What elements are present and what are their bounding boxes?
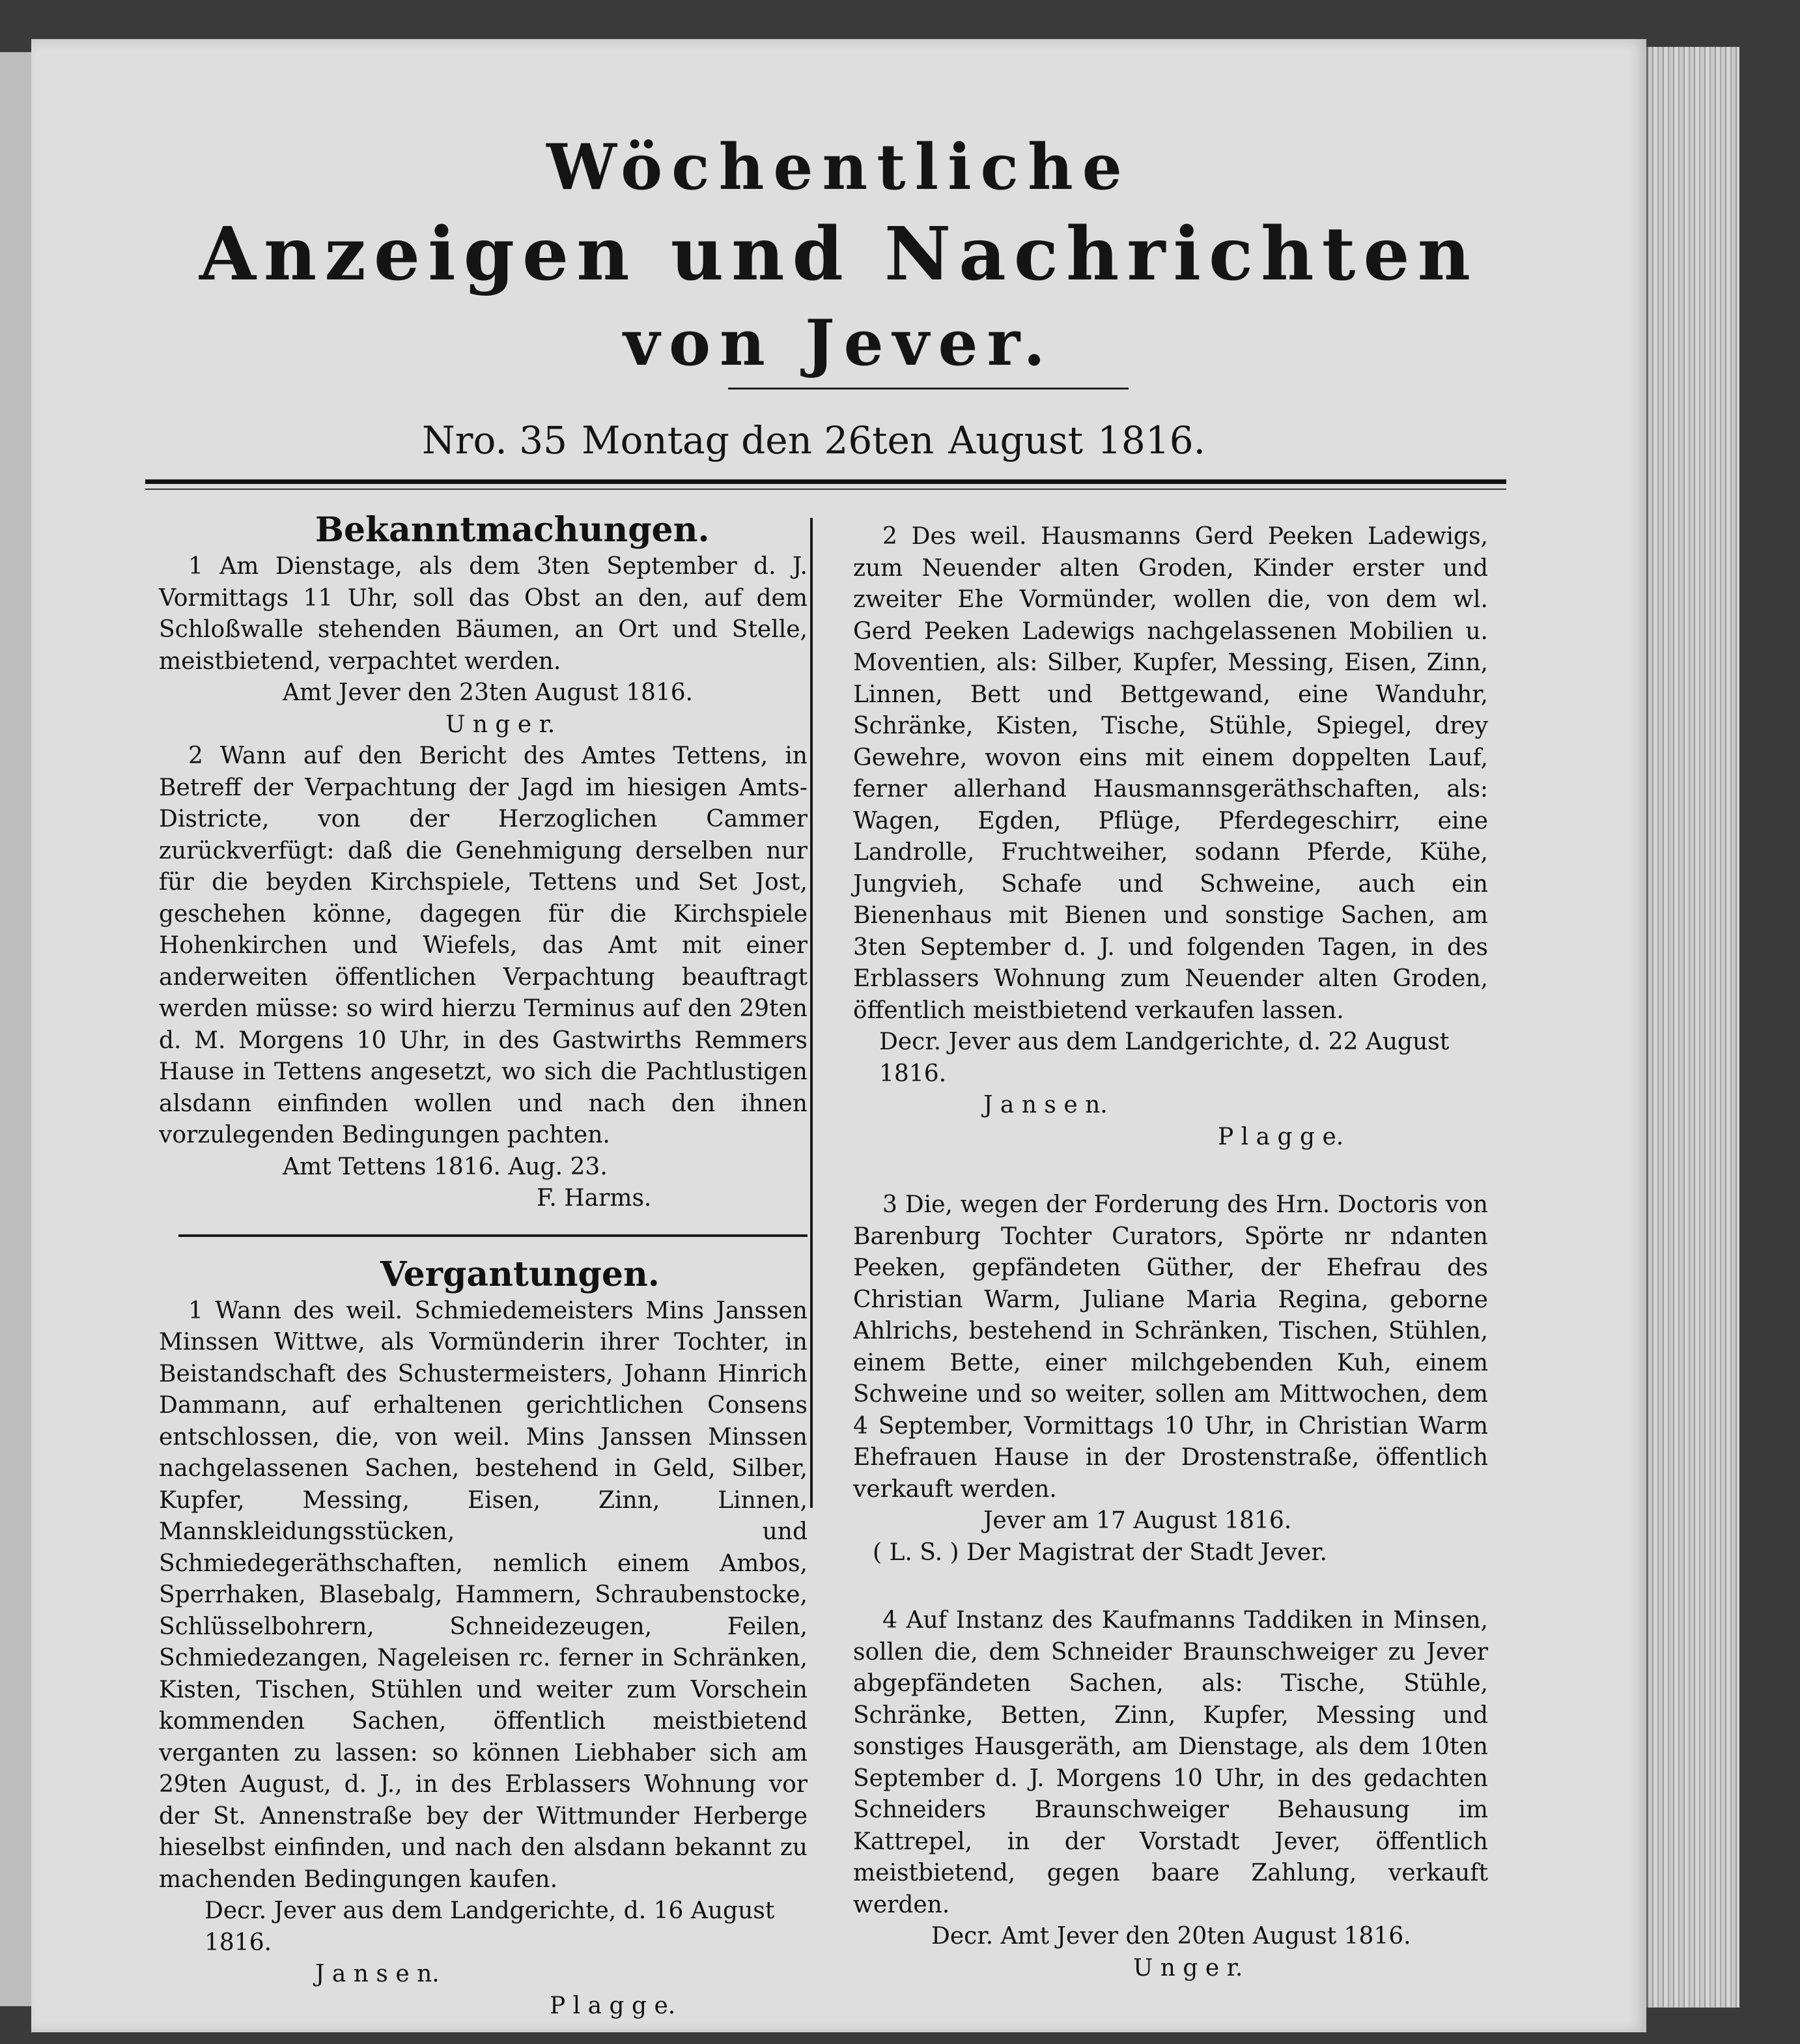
auction-1-text: 1 Wann des weil. Schmiedemeisters Mins Janssen Minssen Wittwe, als Vormünderin ihrer Tochter, in Beistandschaft des Schustermeisters, Johann Hinrich Dammann, auf erhaltenen gerichtlichen Consens entschlossen, die, von weil. Mins Janssen Minssen nachgelassenen Sachen, bestehend in Geld, Silber, Kupfer, Messing, Eisen, Zinn, Linnen, Mannskleidungsstücken, und Schmiedegeräthschaften, nemlich einem Ambos, Sperrhaken, Blasebalg, Hammern, Schraubenstocke, Schlüsselbohrern, Schneidezeugen, Feilen, Schmiedezangen, Nageleisen rc. ferner in Schränken, Kisten, Tischen, Stühlen und weiter zum Vorschein kommenden Sachen, öffentlich meistbietend verganten zu lassen: so können Liebhaber sich am 29ten August, d. J., in des Erblassers Wohnung vor der St. Annenstraße bey der Wittmunder Herberge hieselbst einfinden, und nach den alsdann bekannt zu machenden Bedingungen kaufen.	[159, 1297, 808, 1893]
issue-day: Montag den 26ten	[582, 418, 935, 462]
auction-1-signature-plagge: P l a g g e.	[550, 1992, 676, 2019]
masthead-line-1: Wöchentliche	[546, 130, 1131, 204]
section-rule	[178, 1234, 808, 1237]
auction-2-place: Decr. Jever aus dem Landgerichte, d. 22 August 1816.	[879, 1029, 1450, 1087]
masthead-rule	[728, 388, 1129, 390]
notice-1-signature: U n g e r.	[445, 711, 555, 738]
auction-2-signature-jansen: J a n s e n.	[983, 1092, 1108, 1118]
notice-1-place: Amt Jever den 23ten August 1816.	[283, 679, 694, 706]
header-rule	[145, 479, 1506, 484]
spacer	[853, 1153, 1488, 1189]
auction-3-signature: ( L. S. ) Der Magistrat der Stadt Jever.	[873, 1539, 1327, 1566]
section-heading-bekanntmachungen: Bekanntmachungen.	[315, 510, 710, 550]
notice-2-signature: F. Harms.	[537, 1185, 652, 1212]
auction-1-place: Decr. Jever aus dem Landgerichte, d. 16 August 1816.	[204, 1897, 775, 1956]
spacer	[853, 1568, 1488, 1605]
auction-4-text: 4 Auf Instanz des Kaufmanns Taddiken in Minsen, sollen die, dem Schneider Braunschweiger zu Jever abgepfändeten Sachen, als: Tische, Stühle, Schränke, Betten, Zinn, Kupfer, Messing und sonstiges Hausgeräth, am Dienstage, als dem 10ten September d. J. Morgens 10 Uhr, in des gedachten Schneiders Braunschweiger Behausung im Kattrepel, in der Vorstadt Jever, öffentlich meistbietend, gegen baare Zahlung, verkauft werden.	[853, 1607, 1488, 1918]
notice-2-text: 2 Wann auf den Bericht des Amtes Tettens, in Betreff der Verpachtung der Jagd im hiesigen Amts-Districte, von der Herzoglichen Cammer zurückverfügt: daß die Genehmigung derselben nur für die beyden Kirchspiele, Tettens und Set Jost, geschehen könne, dagegen für die Kirchspiele Hohenkirchen und Wiefels, das Amt mit einer anderweiten öffentlichen Verpachtung beauftragt werden müsse: so wird hierzu Terminus auf den 29ten d. M. Morgens 10 Uhr, in des Gastwirths Remmers Hause in Tettens angesetzt, wo sich die Pachtlustigen alsdann einfinden wollen und nach den ihnen vorzulegenden Bedingungen pachten.	[159, 743, 808, 1148]
auction-2-text: 2 Des weil. Hausmanns Gerd Peeken Ladewigs, zum Neuender alten Groden, Kinder erster und zweiter Ehe Vormünder, wollen die, von dem wl. Gerd Peeken Ladewigs nachgelassenen Mobilien u. Moventien, als: Silber, Kupfer, Messing, Eisen, Zinn, Linnen, Bett und Bettgewand, eine Wanduhr, Schränke, Kisten, Tische, Stühle, Spiegel, drey Gewehre, wovon eins mit einem doppelten Lauf, ferner allerhand Hausmannsgeräthschaften, als: Wagen, Egden, Pflüge, Pferdegeschirr, eine Landrolle, Fruchtweiher, sodann Pferde, Kühe, Jungvieh, Schafe und Schweine, auch ein Bienenhaus mit Bienen und sonstige Sachen, am 3ten September d. J. und folgenden Tagen, in des Erblassers Wohnung zum Neuender alten Groden, öffentlich meistbietend verkaufen lassen.	[853, 523, 1488, 1024]
right-column	[853, 521, 1488, 1984]
auction-1-signature-jansen: J a n s e n.	[315, 1961, 440, 1987]
notice-2-place: Amt Tettens 1816. Aug. 23.	[283, 1153, 608, 1180]
section-heading-vergantungen: Vergantungen.	[380, 1254, 660, 1294]
facing-page-edge	[0, 52, 34, 2006]
notice-1-text: 1 Am Dienstage, als dem 3ten September d. J. Vormittags 11 Uhr, soll das Obst an den, auf dem Schloßwalle stehenden Bäumen, an Ort und Stelle, meistbietend, verpachtet werden.	[159, 553, 808, 675]
auction-2-signature-plagge: P l a g g e.	[1218, 1123, 1344, 1150]
auction-3-text: 3 Die, wegen der Forderung des Hrn. Doctoris von Barenburg Tochter Curators, Spörte nr ndanten Peeken, gepfändeten Güther, der Ehefrau des Christian Warm, Juliane Maria Regina, geborne Ahlrichs, bestehend in Schränken, Tischen, Stühlen, einem Bette, einer milchgebenden Kuh, einem Schweine und so weiter, sollen am Mittwochen, dem 4 September, Vormittags 10 Uhr, in Christian Warm Ehefrauen Hause in der Drostenstraße, öffentlich verkauft werden.	[853, 1191, 1488, 1503]
issue-number: Nro. 35	[422, 418, 568, 462]
column-divider	[810, 518, 813, 1508]
issue-year: 1816.	[1097, 418, 1206, 462]
header-rule-thin	[145, 489, 1506, 490]
masthead-line-2: Anzeigen und Nachrichten	[199, 212, 1479, 297]
newspaper-page	[31, 39, 1646, 2032]
page-stack-edges	[1646, 47, 1739, 2008]
auction-4-place: Decr. Amt Jever den 20ten August 1816.	[931, 1923, 1411, 1950]
masthead-line-3: von Jever.	[623, 306, 1054, 380]
auction-4-signature: U n g e r.	[1133, 1954, 1243, 1981]
auction-3-place: Jever am 17 August 1816.	[983, 1507, 1292, 1534]
left-column	[159, 509, 808, 2022]
issue-line	[422, 418, 1220, 462]
issue-month: August	[948, 418, 1084, 462]
